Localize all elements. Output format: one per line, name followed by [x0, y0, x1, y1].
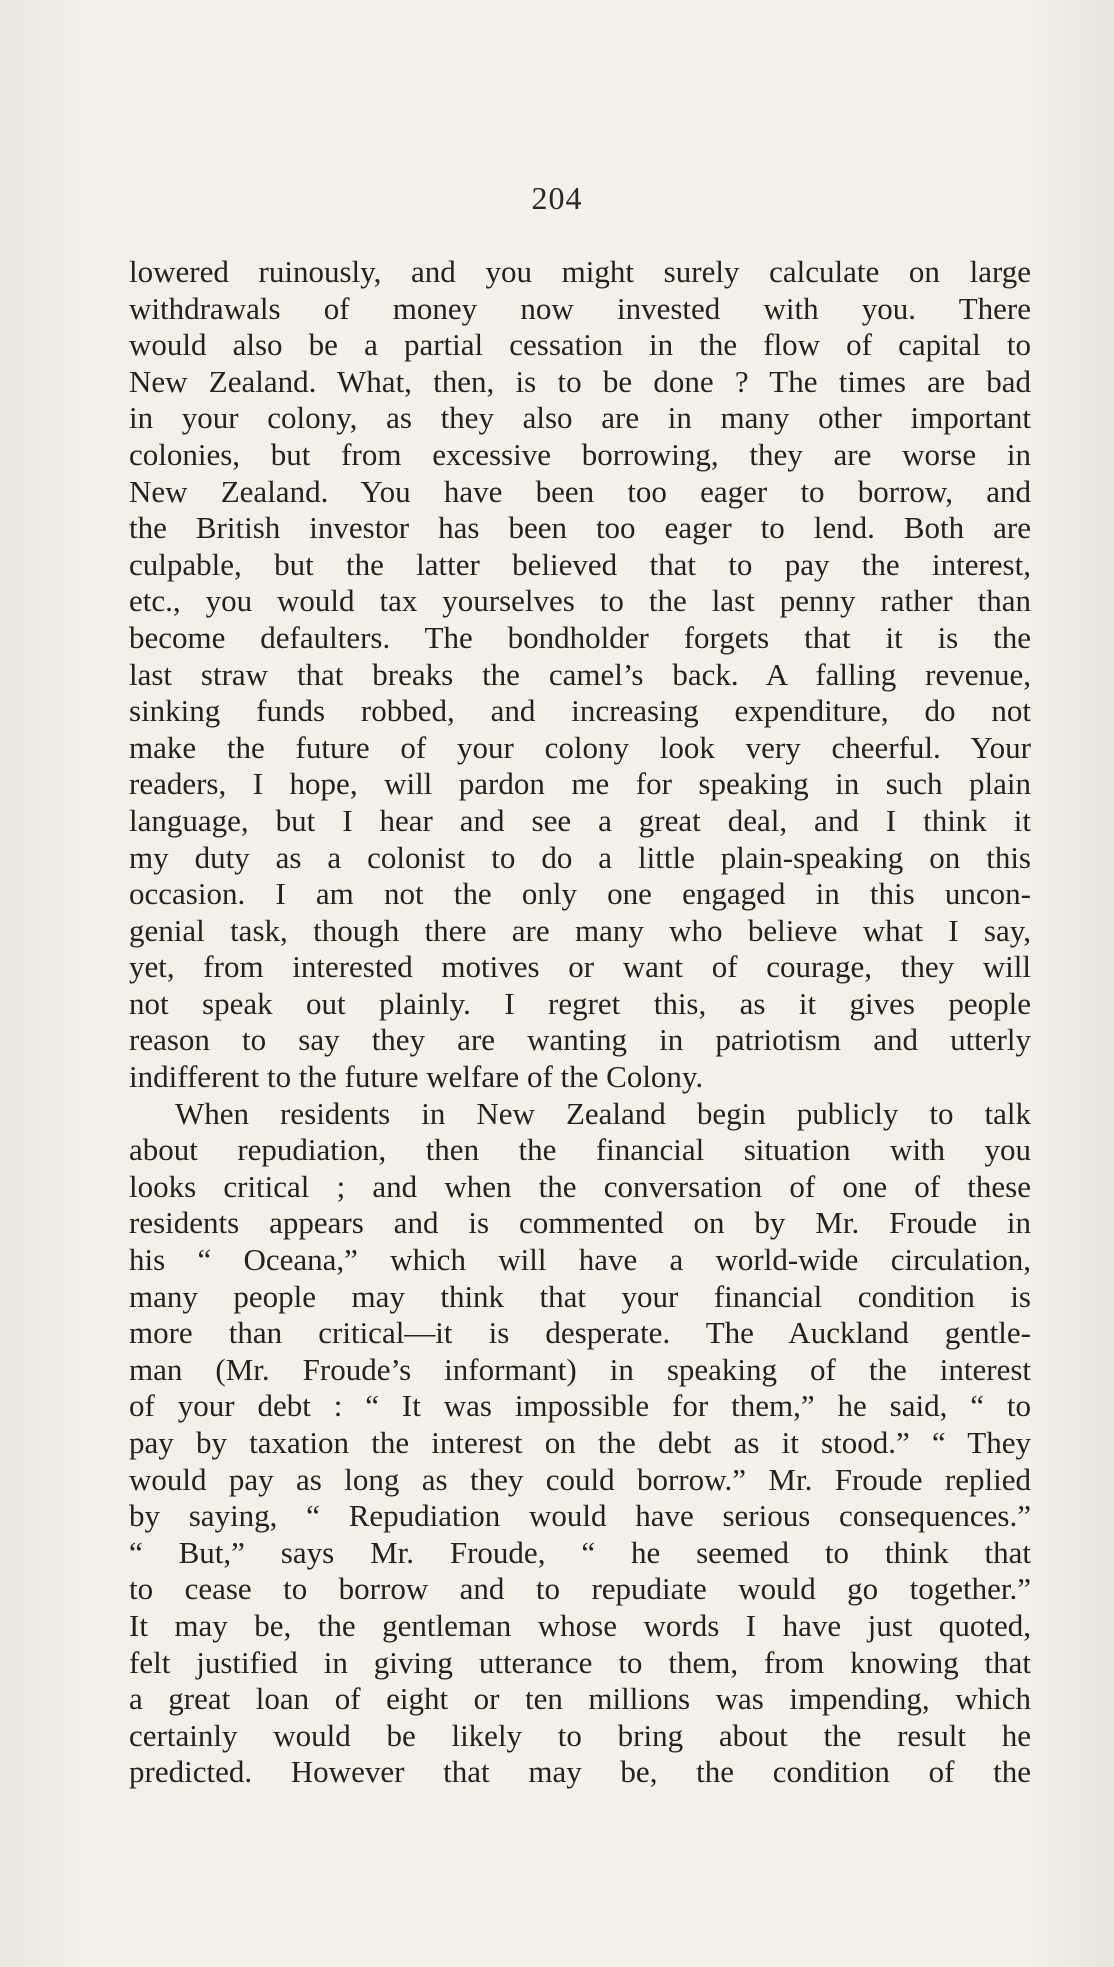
text-line: last straw that breaks the camel’s back. A falling revenue, [129, 656, 1031, 692]
text-line: a great loan of eight or ten millions was impending, which [129, 1681, 1031, 1717]
text-line: reason to say they are wanting in patriotism and utterly [129, 1022, 1031, 1058]
text-line: the British investor has been too eager to lend. Both are [129, 510, 1031, 546]
text-line: certainly would be likely to bring about the result he [129, 1717, 1031, 1753]
text-line: looks critical ; and when the conversation of one of these [129, 1168, 1031, 1204]
text-line: pay by taxation the interest on the debt as it stood.” “ They [129, 1425, 1031, 1460]
text-line: of your debt : “ It was impossible for them,” he said, “ to [129, 1388, 1031, 1424]
text-line: would pay as long as they could borrow.” Mr. Froude replied [129, 1461, 1031, 1497]
page-number: 204 [531, 180, 583, 216]
text-line: not speak out plainly. I regret this, as it gives people [129, 985, 1031, 1021]
text-line: become defaulters. The bondholder forgets that it is the [129, 619, 1031, 655]
text-line: man (Mr. Froude’s informant) in speaking of the interest [129, 1351, 1031, 1387]
text-line: many people may think that your financial condition is [129, 1278, 1031, 1314]
text-line: lowered ruinously, and you might surely calculate on large [129, 254, 1031, 289]
text-line: to cease to borrow and to repudiate would go together.” [129, 1571, 1031, 1607]
text-line: “ But,” says Mr. Froude, “ he seemed to think that [129, 1534, 1031, 1570]
text-line: colonies, but from excessive borrowing, they are worse in [129, 436, 1031, 472]
text-line: make the future of your colony look very cheerful. Your [129, 729, 1031, 765]
text-line: New Zealand. What, then, is to be done ? The times are bad [129, 363, 1031, 399]
text-line: his “ Oceana,” which will have a world-wide circulation, [129, 1242, 1031, 1278]
text-line: withdrawals of money now invested with you. There [129, 290, 1031, 326]
text-line: by saying, “ Repudiation would have serious consequences.” [129, 1498, 1031, 1534]
text-line: felt justified in giving utterance to them, from knowing that [129, 1644, 1031, 1680]
text-line: yet, from interested motives or want of courage, they will [129, 949, 1031, 985]
text-line: in your colony, as they also are in many other important [129, 400, 1031, 436]
text-line: would also be a partial cessation in the flow of capital to [129, 327, 1031, 363]
text-line: predicted. However that may be, the condition of the [129, 1754, 1031, 1790]
text-line: more than critical—it is desperate. The Auckland gentle- [129, 1315, 1031, 1351]
text-line: occasion. I am not the only one engaged in this uncon- [129, 876, 1031, 912]
text-line: New Zealand. You have been too eager to borrow, and [129, 473, 1031, 509]
text-line: residents appears and is commented on by Mr. Froude in [129, 1205, 1031, 1241]
text-line: sinking funds robbed, and increasing expenditure, do not [129, 693, 1031, 729]
text-line: genial task, though there are many who believe what I say, [129, 912, 1031, 948]
text-line: culpable, but the latter believed that to pay the interest, [129, 546, 1031, 582]
text-line: about repudiation, then the financial situation with you [129, 1132, 1031, 1168]
body-text [129, 254, 1031, 1791]
text-line: It may be, the gentleman whose words I have just quoted, [129, 1607, 1031, 1643]
paragraph-last-line: indifferent to the future welfare of the Colony. [129, 1059, 704, 1095]
text-line: my duty as a colonist to do a little plain-speaking on this [129, 839, 1031, 875]
text-line: language, but I hear and see a great deal, and I think it [129, 802, 1031, 838]
text-line: readers, I hope, will pardon me for speaking in such plain [129, 766, 1031, 802]
text-line: etc., you would tax yourselves to the last penny rather than [129, 583, 1031, 619]
paragraph-first-line: When residents in New Zealand begin publicly to talk [175, 1095, 1031, 1131]
